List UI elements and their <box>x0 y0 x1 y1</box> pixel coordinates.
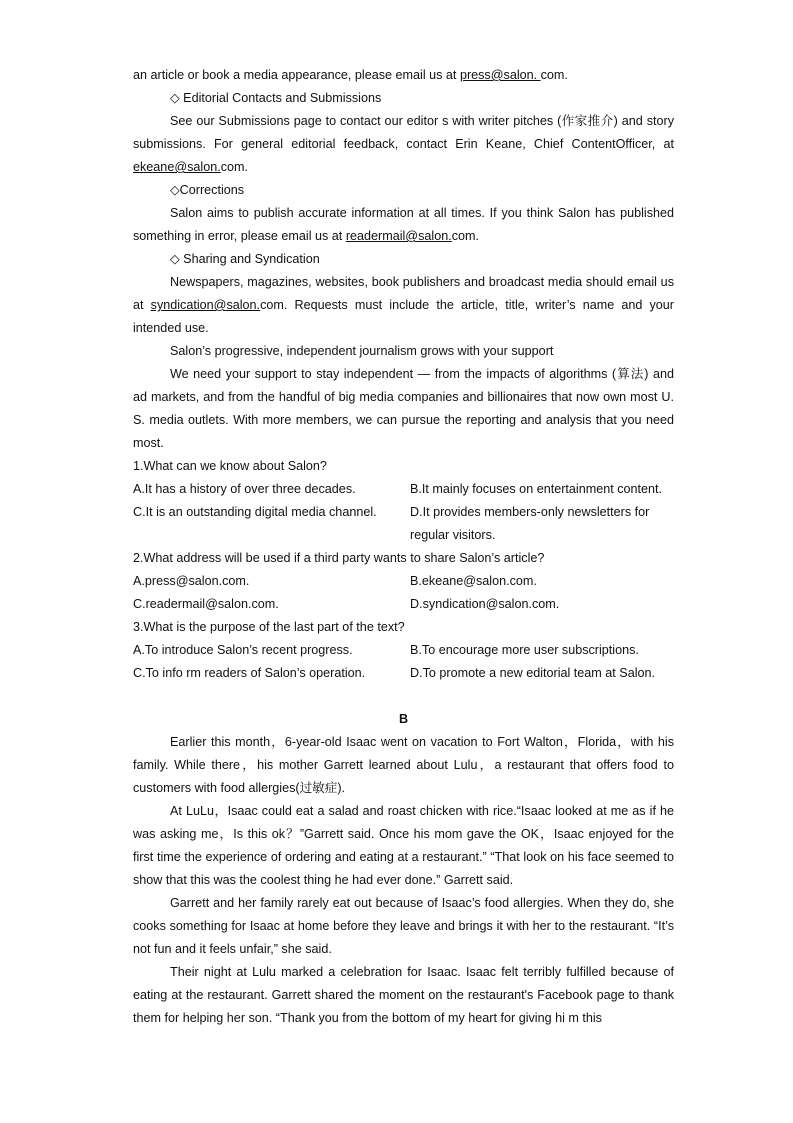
press-email: press@salon. <box>459 68 541 82</box>
question-stem: 1.What can we know about Salon? <box>133 459 327 473</box>
editorial-heading: ◇ Editorial Contacts and Submissions <box>170 91 382 105</box>
text: an article or book a media appearance, please email us at <box>133 68 460 82</box>
passage-b-paragraph-1: Earlier this month，6-year-old Isaac went on vacation to Fort Walton，Florida，with his family. While there，his mother Garrett learned about Lulu，a restaurant that offers food to customers with food allergies(过敏症). <box>133 735 674 795</box>
question-3 <box>133 616 674 685</box>
support-paragraph: We need your support to stay independent — from the impacts of algorithms (算法) and ad markets, and from the handful of big media companies and billionaires that now own most U. S. media outlets. With more members, we can pursue the reporting and analysis that you need most. <box>133 367 674 450</box>
corrections-email: readermail@salon. <box>345 229 452 243</box>
corrections-paragraph <box>133 202 674 248</box>
text: com. <box>220 160 249 174</box>
press-paragraph <box>133 64 674 87</box>
document-page <box>133 64 674 1030</box>
passage-b-paragraph-4: Their night at Lulu marked a celebration for Isaac. Isaac felt terribly fulfilled because of eating at the restaurant. Garrett shared the moment on the restaurant's Facebook page to thank them for helping her son. “Thank you from the bottom of my heart for giving hi m this <box>133 965 674 1025</box>
question-2 <box>133 547 674 616</box>
option: A.It has a history of over three decades. <box>133 482 356 496</box>
sharing-email: syndication@salon. <box>150 298 261 312</box>
editorial-paragraph <box>133 110 674 179</box>
text: Salon aims to publish accurate information at all times. If you think Salon has published something in error, please email us at <box>133 206 674 243</box>
passage-b-paragraph-3: Garrett and her family rarely eat out because of Isaac’s food allergies. When they do, she cooks something for Isaac at home before they leave and brings it with her to the restaurant. “It’s not fun and it feels unfair,” she said. <box>133 896 674 956</box>
option: A.press@salon.com. <box>133 574 250 588</box>
option: B.ekeane@salon.com. <box>410 574 537 588</box>
option: D.To promote a new editorial team at Salon. <box>410 666 656 680</box>
corrections-heading: ◇Corrections <box>170 183 245 197</box>
text: See our Submissions page to contact our editor s with writer pitches (作家推介) and story submissions. For general editorial feedback, contact Erin Keane, Chief ContentOfficer, at <box>133 114 674 151</box>
section-b-heading: B <box>398 712 409 726</box>
editorial-email: ekeane@salon. <box>133 160 221 174</box>
text: Newspapers, magazines, websites, book publishers and broadcast media should email us at <box>133 275 674 312</box>
support-title: Salon’s progressive, independent journalism grows with your support <box>170 344 554 358</box>
passage-b-paragraph-2: At LuLu，Isaac could eat a salad and roast chicken with rice.“Isaac looked at me as if he was asking me，Is this ok？”Garrett said. Once his mom gave the OK，Isaac enjoyed for the first time the experience of ordering and eating at a restaurant.” “That look on his face seemed to show that this was the coolest thing he had ever done.” Garrett said. <box>133 804 674 887</box>
question-stem: 3.What is the purpose of the last part of the text? <box>133 620 405 634</box>
question-stem: 2.What address will be used if a third party wants to share Salon’s article? <box>133 551 545 565</box>
option-row <box>133 501 674 547</box>
sharing-heading: ◇ Sharing and Syndication <box>170 252 320 266</box>
question-1 <box>133 455 674 547</box>
option: D.It provides members-only newsletters for regular visitors. <box>410 505 650 542</box>
option-row <box>133 662 674 685</box>
option: C.To info rm readers of Salon’s operation. <box>133 666 366 680</box>
option: A.To introduce Salon’s recent progress. <box>133 643 353 657</box>
option: B.It mainly focuses on entertainment content. <box>410 482 663 496</box>
option: D.syndication@salon.com. <box>410 597 560 611</box>
sharing-paragraph <box>133 271 674 340</box>
text: com. <box>451 229 479 243</box>
option-row <box>133 593 674 616</box>
option: C.readermail@salon.com. <box>133 597 279 611</box>
option-row <box>133 639 674 662</box>
option: B.To encourage more user subscriptions. <box>410 643 639 657</box>
option-row <box>133 570 674 593</box>
text: com. <box>540 68 568 82</box>
option-row <box>133 478 674 501</box>
option: C.It is an outstanding digital media channel. <box>133 505 377 519</box>
text: com. Requests must include the article, title, writer’s name and your intended use. <box>133 298 674 335</box>
